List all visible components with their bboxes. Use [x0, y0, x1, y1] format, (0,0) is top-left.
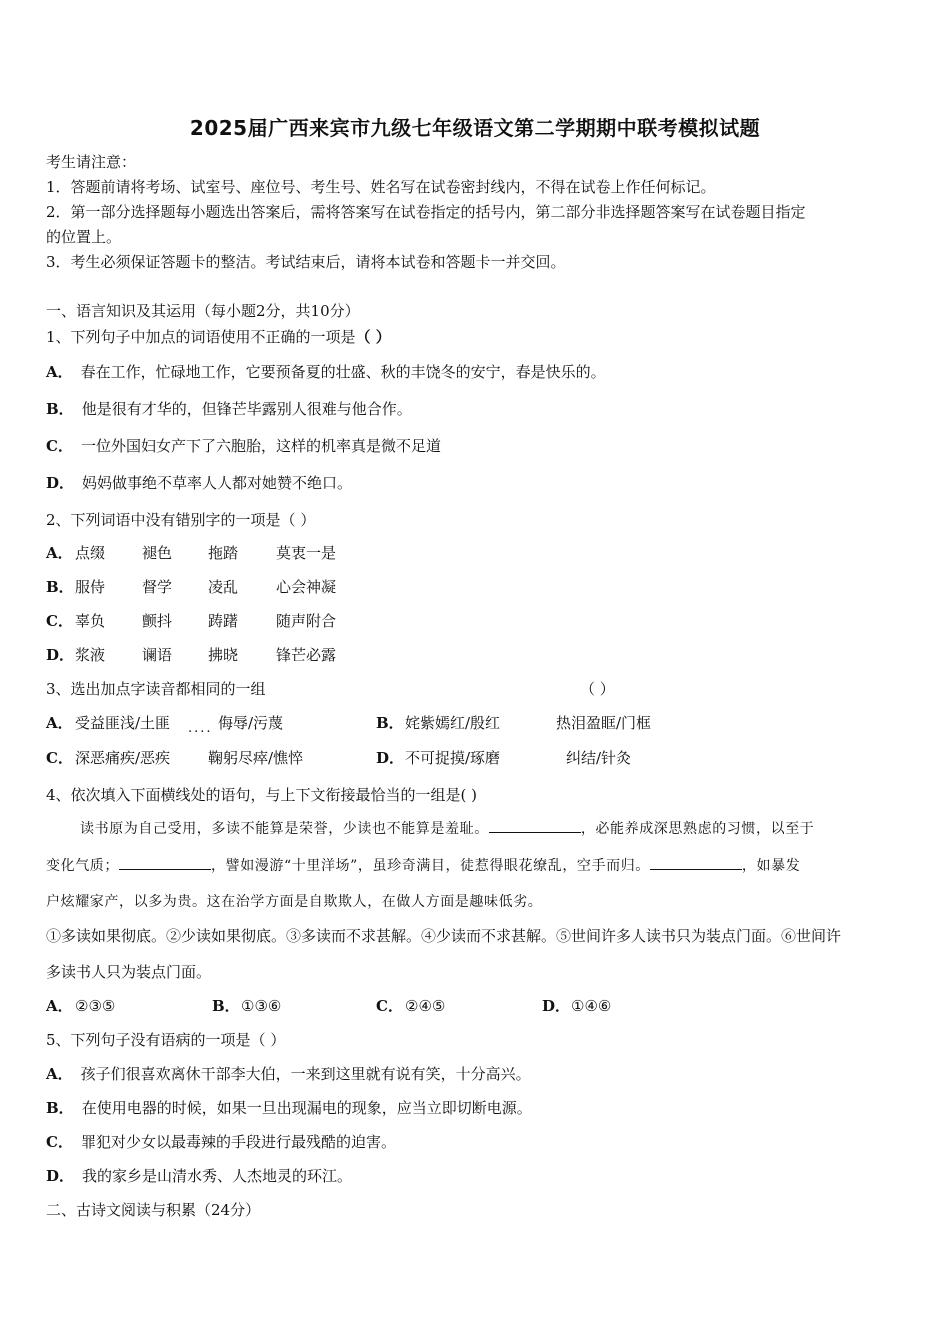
- option-text: ②③⑤: [75, 997, 116, 1015]
- option-label: C．: [46, 612, 73, 630]
- word: 莫衷一是: [276, 544, 337, 562]
- option-label: D．: [46, 646, 75, 664]
- option-text: 孩子们很喜欢离休干部李大伯，一来到这里就有说有笑，十分高兴。: [80, 1065, 531, 1083]
- option-label: A．: [46, 997, 73, 1015]
- option-text: 罪犯对少女以最毒辣的手段进行最残酷的迫害。: [80, 1133, 396, 1151]
- word: 点缀: [75, 544, 106, 562]
- notice-item-3: 3．考生必须保证答题卡的整洁。考试结束后，请将本试卷和答题卡一并交回。: [46, 253, 566, 271]
- q4-passage-line-1: [80, 818, 814, 839]
- word: 随声附合: [276, 612, 337, 630]
- passage-text: 读书原为自己受用，多读不能算是荣誉，少读也不能算是羞耻。: [80, 821, 489, 837]
- option-text: 春在工作，忙碌地工作，它要预备夏的壮盛、秋的丰饶冬的安宁，春是快乐的。: [80, 363, 606, 381]
- word: 浆液: [75, 646, 106, 664]
- q1-option-c[interactable]: [46, 436, 441, 456]
- q4-stem: 4、依次填入下面横线处的语句，与上下文衔接最恰当的一组是( ): [46, 786, 478, 804]
- passage-text: ，必能养成深思熟虑的习惯，以至于: [580, 821, 815, 837]
- q5-stem: 5、下列句子没有语病的一项是（ ）: [46, 1031, 286, 1049]
- q2-stem: 2、下列词语中没有错别字的一项是（ ）: [46, 511, 316, 529]
- option-label: D．: [542, 997, 571, 1015]
- q5-option-b[interactable]: [46, 1098, 532, 1118]
- option-text: 侮辱/污蔑: [218, 714, 284, 732]
- option-text: 不可捉摸/琢磨: [405, 749, 501, 767]
- option-label: B．: [46, 1099, 74, 1117]
- passage-text: 变化气质；: [46, 858, 119, 874]
- word: 颤抖: [142, 612, 173, 630]
- option-label: C．: [46, 437, 73, 455]
- word: 褪色: [142, 544, 173, 562]
- option-label: A．: [46, 1065, 73, 1083]
- page-title: 2025届广西来宾市九级七年级语文第二学期期中联考模拟试题: [189, 116, 761, 140]
- word: 心会神凝: [276, 578, 337, 596]
- word: 拖踏: [208, 544, 239, 562]
- option-text: 鞠躬尽瘁/憔悴: [208, 749, 304, 767]
- q1-stem: [46, 327, 391, 347]
- q4-choices-line-2: 多读书人只为装点门面。: [46, 963, 212, 981]
- option-label: C．: [376, 997, 403, 1015]
- option-text: 一位外国妇女产下了六胞胎，这样的机率真是微不足道: [80, 437, 441, 455]
- option-text: 纠结/针灸: [566, 749, 632, 767]
- q3-stem: 3、选出加点字读音都相同的一组: [46, 680, 266, 698]
- word: 踌躇: [208, 612, 239, 630]
- option-label: B．: [46, 578, 74, 596]
- option-text: 受益匪浅/土匪: [75, 714, 171, 732]
- option-label: D．: [376, 749, 405, 767]
- notice-heading: 考生请注意：: [46, 153, 137, 171]
- q5-option-a[interactable]: [46, 1064, 531, 1084]
- option-text: 我的家乡是山清水秀、人杰地灵的环江。: [82, 1167, 353, 1185]
- passage-text: ，譬如漫游“十里洋场”，虽珍奇满目，徒惹得眼花缭乱，空手而归。: [211, 858, 650, 874]
- option-text: 热泪盈眶/门框: [556, 714, 652, 732]
- option-text: 姹紫嫣红/殷红: [405, 714, 501, 732]
- q5-option-d[interactable]: [46, 1166, 352, 1186]
- q1-option-d[interactable]: [46, 473, 352, 493]
- option-text: 妈妈做事绝不草率人人都对她赞不绝口。: [82, 474, 353, 492]
- word: 服侍: [75, 578, 106, 596]
- fill-blank-3[interactable]: [650, 855, 742, 870]
- word: 拂晓: [208, 646, 239, 664]
- option-label: A．: [46, 363, 73, 381]
- q4-passage-line-2: [46, 855, 800, 876]
- emphasis-dots: ....: [188, 721, 213, 736]
- q1-answer-paren: （ ）: [355, 328, 391, 346]
- option-text: 深恶痛疾/恶疾: [75, 749, 171, 767]
- word: 锋芒必露: [276, 646, 337, 664]
- fill-blank-1[interactable]: [489, 818, 581, 833]
- notice-item-1: 1．答题前请将考场、试室号、座位号、考生号、姓名写在试卷密封线内，不得在试卷上作任何标记。: [46, 178, 716, 196]
- notice-item-2b: 的位置上。: [46, 228, 122, 246]
- section-1-heading: 一、语言知识及其运用（每小题2分，共10分）: [46, 302, 360, 320]
- q1-option-a[interactable]: [46, 362, 606, 382]
- option-text: ①③⑥: [241, 997, 282, 1015]
- notice-item-2a: 2．第一部分选择题每小题选出答案后，需将答案写在试卷指定的括号内，第二部分非选择题答案写在试卷题目指定: [46, 203, 806, 221]
- option-label: D．: [46, 474, 75, 492]
- option-label: A．: [46, 544, 73, 562]
- option-text: 他是很有才华的，但锋芒毕露别人很难与他合作。: [81, 400, 412, 418]
- q4-choices-line-1: ①多读如果彻底。②少读如果彻底。③多读而不求甚解。④少读而不求甚解。⑤世间许多人读书只为装点门面。⑥世间许: [46, 927, 842, 945]
- word: 督学: [142, 578, 173, 596]
- word: 辜负: [75, 612, 106, 630]
- option-label: A．: [46, 714, 73, 732]
- option-label: D．: [46, 1167, 75, 1185]
- option-text: 在使用电器的时候，如果一旦出现漏电的现象，应当立即切断电源。: [81, 1099, 532, 1117]
- option-text: ①④⑥: [571, 997, 612, 1015]
- word: 凌乱: [208, 578, 239, 596]
- option-label: C．: [46, 1133, 73, 1151]
- q1-option-b[interactable]: [46, 399, 412, 419]
- passage-text: ，如暴发: [741, 858, 801, 874]
- fill-blank-2[interactable]: [119, 855, 211, 870]
- word: 谰语: [142, 646, 173, 664]
- option-label: B．: [376, 714, 404, 732]
- q1-stem-text: 1、下列句子中加点的词语使用不正确的一项是: [46, 328, 356, 346]
- option-label: B．: [46, 400, 74, 418]
- section-2-heading: 二、古诗文阅读与积累（24分）: [46, 1201, 261, 1219]
- q4-passage-line-3: 户炫耀家产，以多为贵。这在治学方面是自欺欺人，在做人方面是趣味低劣。: [46, 894, 543, 910]
- option-label: B．: [212, 997, 240, 1015]
- q5-option-c[interactable]: [46, 1132, 396, 1152]
- option-label: C．: [46, 749, 73, 767]
- q3-answer-paren: （ ）: [580, 680, 615, 698]
- option-text: ②④⑤: [405, 997, 446, 1015]
